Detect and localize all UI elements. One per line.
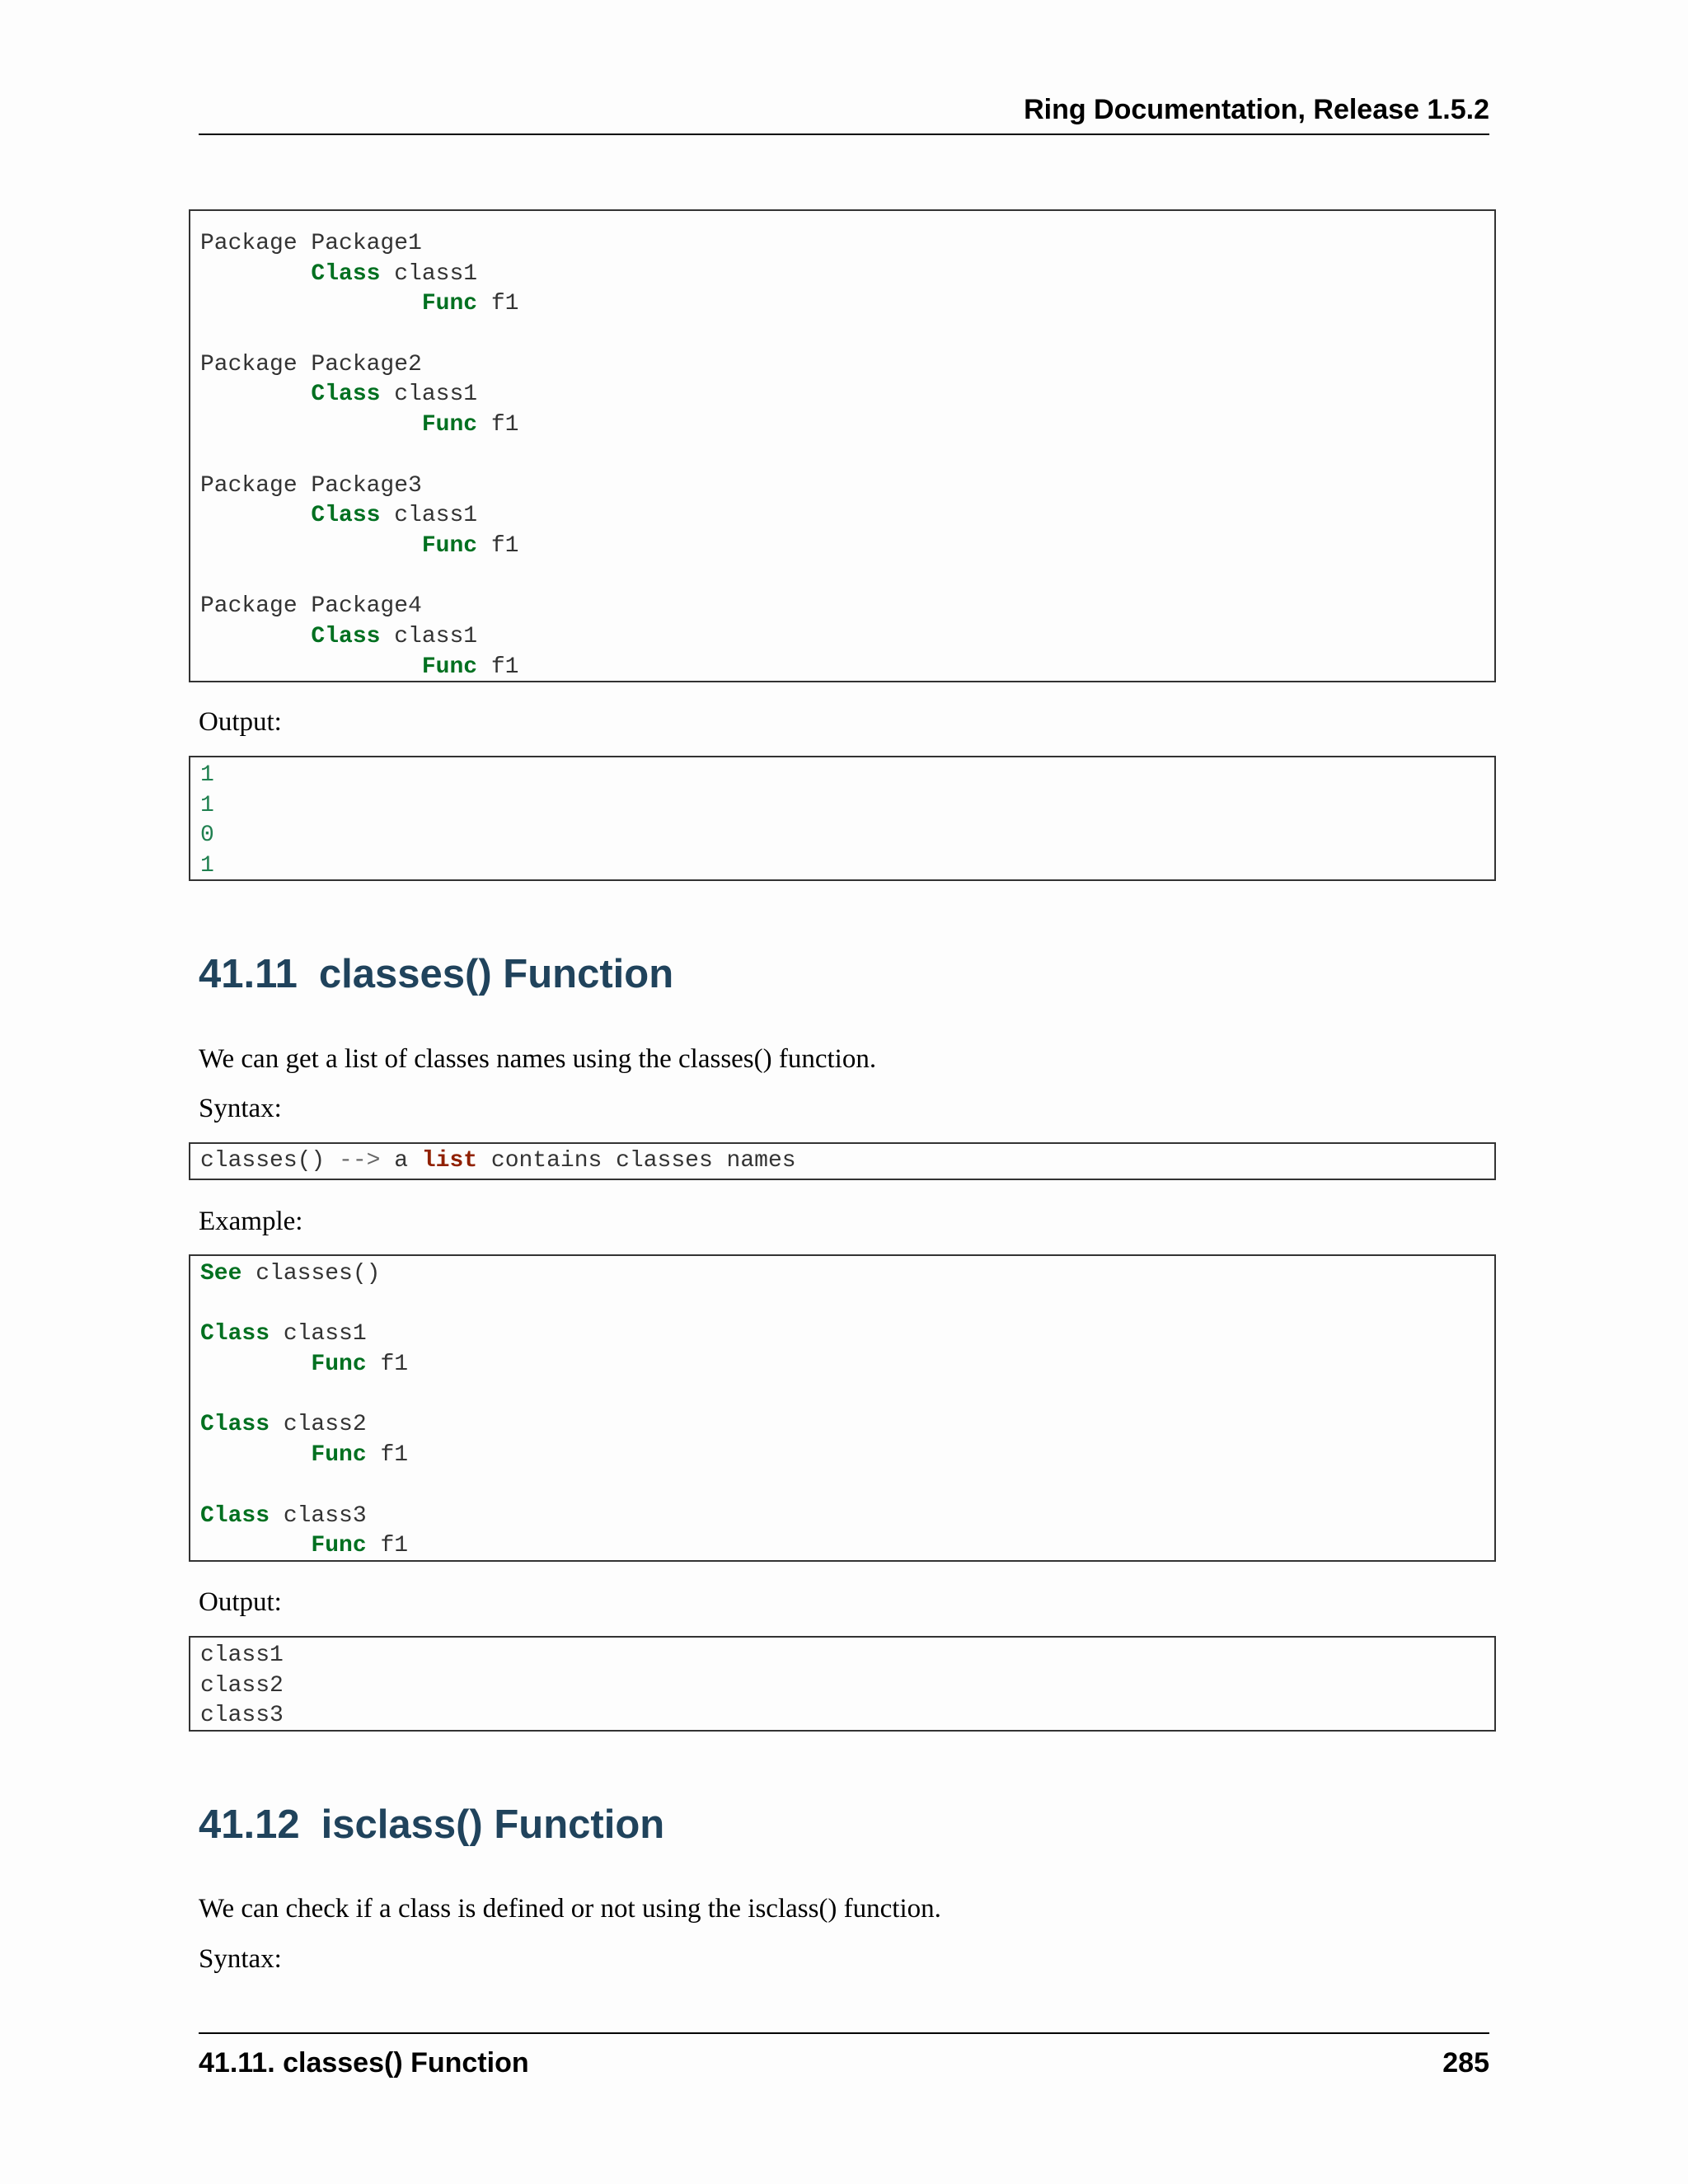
code-text: class1 <box>380 503 478 529</box>
code-keyword: Func <box>421 291 478 317</box>
code-text: f1 <box>477 532 519 559</box>
code-line <box>190 501 1494 532</box>
code-line <box>190 1146 1494 1177</box>
code-keyword: Func <box>421 654 478 680</box>
section-heading-classes <box>199 949 673 999</box>
code-line <box>190 562 1494 593</box>
code-indent <box>200 1533 311 1558</box>
output-line: 1 <box>200 853 214 879</box>
code-line <box>190 1259 1494 1290</box>
output-line: 0 <box>200 823 214 849</box>
code-text: Package Package3 <box>200 472 422 499</box>
code-line <box>190 441 1494 471</box>
code-line <box>190 653 1494 683</box>
code-line <box>190 622 1494 653</box>
code-text: Package Package1 <box>200 231 422 256</box>
code-indent <box>200 533 422 559</box>
section-title: isclass() Function <box>321 1802 665 1847</box>
code-indent <box>200 412 422 438</box>
code-line <box>190 229 1494 260</box>
code-text: classes() <box>200 1148 340 1174</box>
code-line <box>190 260 1494 290</box>
code-keyword: Func <box>311 1352 367 1378</box>
page-header <box>199 91 1489 135</box>
output-line: 1 <box>200 792 214 818</box>
syntax-code-block <box>189 1142 1496 1180</box>
code-text: f1 <box>366 1533 409 1559</box>
code-text: contains classes names <box>477 1148 796 1174</box>
isclass-description: We can check if a class is defined or not using the isclass() function. <box>199 1894 941 1924</box>
code-line <box>190 320 1494 350</box>
code-line <box>190 532 1494 562</box>
code-keyword: Class <box>311 623 381 649</box>
code-text: class1 <box>380 382 478 408</box>
code-text: Package Package2 <box>200 351 422 377</box>
footer-section: 41.11. classes() Function <box>199 2047 529 2079</box>
output-line: class1 <box>200 1643 284 1668</box>
code-line <box>190 592 1494 622</box>
code-line <box>190 1531 1494 1562</box>
code-line <box>190 1380 1494 1411</box>
section-number: 41.12 <box>199 1802 300 1847</box>
code-text: f1 <box>366 1352 409 1378</box>
code-keyword: Func <box>311 1442 367 1469</box>
code-indent <box>200 624 311 649</box>
section-number: 41.11 <box>199 952 298 996</box>
code-text: a <box>380 1148 422 1174</box>
code-keyword: Func <box>421 532 478 559</box>
example-code-block <box>189 1254 1496 1562</box>
output-line: class3 <box>200 1703 284 1729</box>
output-block-2 <box>189 1636 1496 1732</box>
code-text: f1 <box>477 291 519 317</box>
code-line <box>190 289 1494 320</box>
code-keyword: Class <box>200 1502 270 1529</box>
code-keyword: See <box>200 1261 242 1286</box>
code-line <box>190 1471 1494 1502</box>
header-title: Ring Documentation, Release 1.5.2 <box>1024 94 1489 125</box>
code-block-packages <box>189 209 1496 682</box>
code-text: class1 <box>380 260 478 287</box>
code-text: f1 <box>477 412 519 438</box>
code-line <box>190 1319 1494 1350</box>
classes-syntax-label: Syntax: <box>199 1094 282 1123</box>
code-text: classes() <box>241 1261 381 1286</box>
section-heading-isclass <box>199 1800 664 1849</box>
code-line <box>190 471 1494 502</box>
classes-example-label: Example: <box>199 1207 303 1236</box>
code-line <box>190 1410 1494 1441</box>
code-keyword: list <box>421 1148 478 1174</box>
code-line <box>190 1290 1494 1320</box>
code-indent <box>200 503 311 528</box>
output-label-1: Output: <box>199 707 282 737</box>
classes-description: We can get a list of classes names using the classes() function. <box>199 1044 877 1074</box>
code-indent <box>200 382 311 407</box>
code-indent <box>200 654 422 680</box>
code-keyword: Class <box>200 1321 270 1347</box>
code-keyword: Class <box>311 260 381 287</box>
code-keyword: Class <box>311 503 381 529</box>
code-text: class3 <box>270 1502 367 1529</box>
page-number: 285 <box>1442 2047 1489 2079</box>
code-keyword: Func <box>421 412 478 438</box>
code-indent <box>200 261 311 287</box>
output-block-1 <box>189 756 1496 881</box>
code-line <box>190 1350 1494 1380</box>
code-text: class2 <box>270 1412 367 1438</box>
code-line <box>190 350 1494 381</box>
isclass-syntax-label: Syntax: <box>199 1944 282 1974</box>
output-line: class2 <box>200 1672 284 1699</box>
code-line <box>190 1502 1494 1532</box>
code-text: class1 <box>270 1321 367 1347</box>
code-keyword: Class <box>311 382 381 408</box>
classes-output-label: Output: <box>199 1587 282 1617</box>
code-text: f1 <box>477 654 519 680</box>
code-keyword: Class <box>200 1412 270 1438</box>
code-operator: --> <box>339 1148 381 1174</box>
output-line: 1 <box>200 762 214 788</box>
code-text: f1 <box>366 1442 409 1469</box>
code-keyword: Func <box>311 1533 367 1559</box>
code-line <box>190 1441 1494 1471</box>
section-title: classes() Function <box>318 952 674 996</box>
code-line <box>190 410 1494 441</box>
code-text: class1 <box>380 623 478 649</box>
code-line <box>190 380 1494 410</box>
page-footer <box>199 2032 1489 2082</box>
code-indent <box>200 1442 311 1468</box>
code-indent <box>200 291 422 316</box>
code-indent <box>200 1352 311 1377</box>
code-text: Package Package4 <box>200 593 422 620</box>
